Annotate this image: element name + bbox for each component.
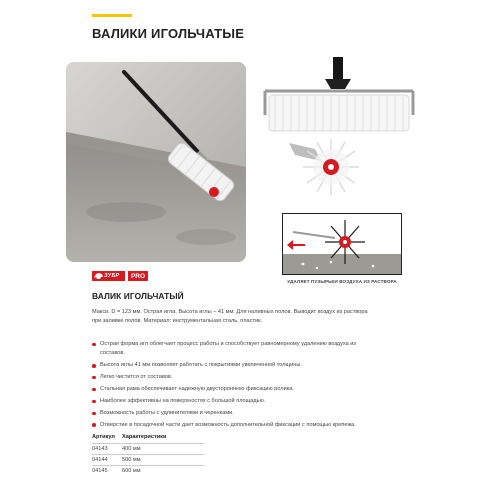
- description-line: Макси. D = 123 мм. Острая игла. Высота иглы – 41 мм. Для наливных полов. Выводит воздух из раствора: [92, 309, 368, 315]
- article-cell: 04145: [92, 466, 122, 477]
- article-cell: 04144: [92, 455, 122, 466]
- usage-photo: [66, 62, 246, 262]
- bullet-icon: [92, 376, 96, 380]
- zubr-logo-text: ЗУБР: [104, 273, 120, 279]
- feature-item: Наиболее эффективны на поверхностях с большой площадью.: [92, 397, 422, 406]
- bullet-icon: [92, 388, 96, 392]
- bullet-icon: [92, 423, 96, 427]
- title-accent-bar: [92, 14, 132, 17]
- column-header-article: Артикул: [92, 434, 115, 440]
- feature-item: Высота иглы 41 мм позволяет работать с покрытиями увеличенной толщины.: [92, 361, 422, 370]
- spec-cell: 400 мм: [122, 444, 204, 455]
- table-row: [92, 444, 204, 455]
- feature-item: Отверстие в посадочной части дает возможность дополнительной фиксации с помощью крепежа.: [92, 421, 422, 430]
- bullet-icon: [92, 343, 96, 347]
- column-header-specs: Характеристики: [122, 434, 167, 440]
- bullet-icon: [92, 364, 96, 368]
- air-removal-illustration: [283, 214, 402, 275]
- table-row: [92, 466, 204, 477]
- air-removal-diagram: [282, 213, 402, 275]
- description-line: при заливке полов. Материал: инструментальная сталь, пластик.: [92, 318, 263, 325]
- product-description: [92, 308, 422, 327]
- feature-item: Легко чистится от составов.: [92, 373, 422, 382]
- product-title: ВАЛИК ИГОЛЬЧАТЫЙ: [92, 291, 184, 301]
- feature-item: Возможность работы с удлинителями и черенками.: [92, 409, 422, 418]
- spec-cell: 500 мм: [122, 455, 204, 466]
- bullet-icon: [92, 412, 96, 416]
- roller-front-image: [255, 55, 425, 135]
- roller-front-illustration: [255, 55, 425, 135]
- bullet-icon: [92, 400, 96, 404]
- pro-logo: PRO: [128, 271, 148, 281]
- table-header-row: [92, 433, 204, 444]
- roller-side-illustration: [285, 135, 365, 195]
- usage-photo-illustration: [66, 62, 246, 262]
- roller-side-image: [285, 135, 365, 195]
- feature-list: [92, 340, 422, 430]
- table-row: [92, 455, 204, 466]
- brand-logos: [92, 271, 148, 281]
- spec-table: [92, 433, 204, 476]
- feature-item: Острая форма игл облегчает процесс работы и способствует равномерному удалению воздуха из: [92, 340, 422, 349]
- spec-cell: 600 мм: [122, 466, 204, 477]
- bison-icon: [93, 271, 104, 281]
- zubr-logo: [92, 271, 125, 281]
- diagram-caption: УДАЛЯЕТ ПУЗЫРЬКИ ВОЗДУХА ИЗ РАСТВОРА: [287, 279, 397, 284]
- feature-item: Стальная рама обеспечивает надежную двустороннюю фиксацию ролика.: [92, 385, 422, 394]
- article-cell: 04143: [92, 444, 122, 455]
- page-title: ВАЛИКИ ИГОЛЬЧАТЫЕ: [92, 26, 245, 41]
- feature-item-continuation: составов.: [100, 350, 125, 357]
